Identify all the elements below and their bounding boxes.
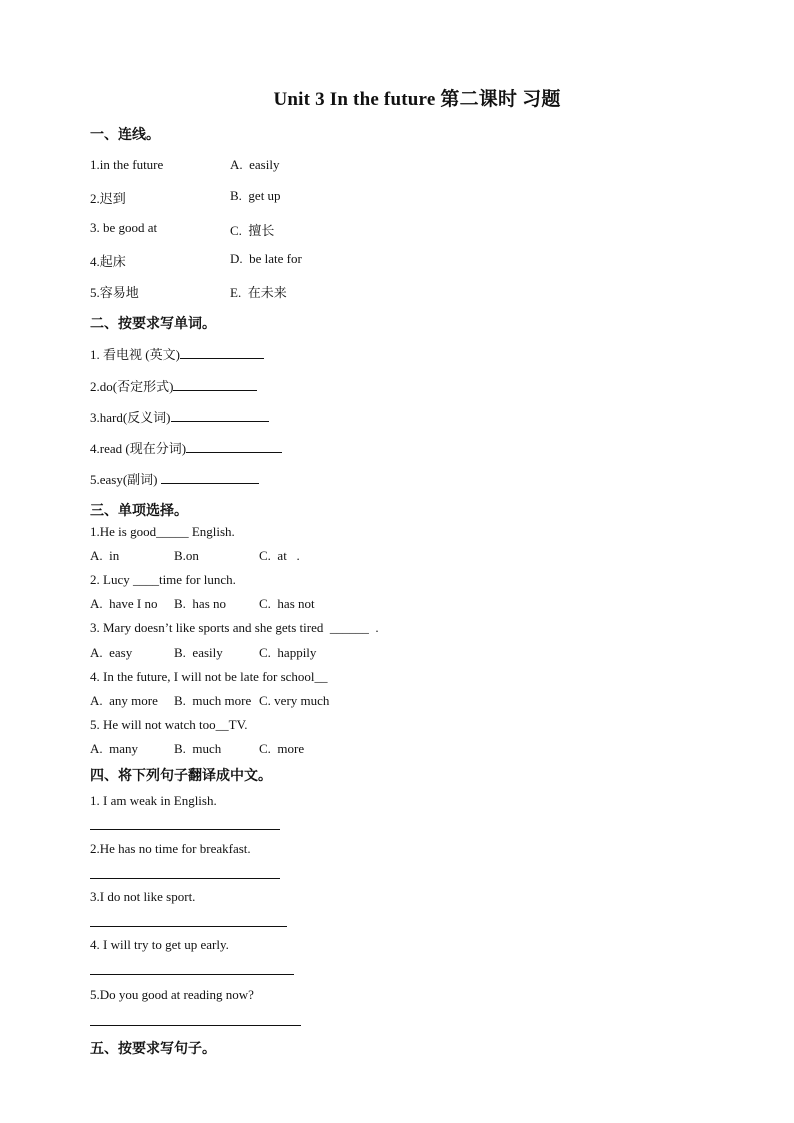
answer-line[interactable] [90,1025,301,1026]
q5-option-b[interactable]: B. much [174,741,222,756]
section-5-heading: 五、按要求写句子。 [90,1041,216,1057]
translate-item-3: 3.I do not like sport. [90,889,196,904]
match-right-3: C. 擅长 [230,223,275,238]
word-item-4-text: 4.read (现在分词) [90,441,187,456]
q1-option-a[interactable]: A. in [90,548,120,563]
q3-option-b[interactable]: B. easily [174,645,223,660]
q1-option-c[interactable]: C. at . [259,548,300,563]
section-2-heading: 二、按要求写单词。 [90,316,216,332]
q4-option-c[interactable]: C. very much [259,693,330,708]
q3-option-c[interactable]: C. happily [259,645,317,660]
word-item-5-text: 5.easy(副词) [90,472,161,487]
answer-blank[interactable] [171,409,269,422]
match-right-1: A. easily [230,157,280,172]
word-item-1 [90,344,264,363]
answer-blank[interactable] [180,346,264,359]
answer-line[interactable] [90,829,280,830]
match-right-2: B. get up [230,188,281,203]
word-item-1-text: 1. 看电视 (英文) [90,347,180,362]
q5-option-c[interactable]: C. more [259,741,305,756]
match-left-2: 2.迟到 [90,191,126,206]
section-3-heading: 三、单项选择。 [90,503,188,519]
q1-option-b[interactable]: B.on [174,548,199,563]
match-left-1: 1.in the future [90,157,164,172]
section-4-heading: 四、将下列句子翻译成中文。 [90,768,272,784]
answer-blank[interactable] [186,440,282,453]
match-left-4: 4.起床 [90,254,126,269]
word-item-3-text: 3.hard(反义词) [90,410,171,425]
match-left-5: 5.容易地 [90,285,139,300]
question-2: 2. Lucy ____time for lunch. [90,572,236,587]
translate-item-5: 5.Do you good at reading now? [90,987,254,1002]
question-3: 3. Mary doesn’t like sports and she gets tired ______ . [90,620,379,635]
match-left-3: 3. be good at [90,220,158,235]
q4-option-b[interactable]: B. much more [174,693,252,708]
answer-line[interactable] [90,974,294,975]
q2-option-b[interactable]: B. has no [174,596,226,611]
answer-line[interactable] [90,878,280,879]
word-item-5 [90,469,259,488]
translate-item-1: 1. I am weak in English. [90,793,217,808]
match-right-5: E. 在未来 [230,285,287,300]
answer-blank[interactable] [173,378,257,391]
match-right-4: D. be late for [230,251,302,266]
question-5: 5. He will not watch too__TV. [90,717,248,732]
answer-blank[interactable] [161,471,259,484]
q4-option-a[interactable]: A. any more [90,693,158,708]
word-item-2 [90,376,257,395]
page-title: Unit 3 In the future 第二课时 习题 [273,89,561,110]
question-1: 1.He is good_____ English. [90,524,235,539]
q2-option-a[interactable]: A. have I no [90,596,158,611]
q2-option-c[interactable]: C. has not [259,596,315,611]
word-item-4 [90,438,282,457]
section-1-heading: 一、连线。 [90,127,160,143]
q3-option-a[interactable]: A. easy [90,645,133,660]
translate-item-4: 4. I will try to get up early. [90,937,229,952]
question-4: 4. In the future, I will not be late for school__ [90,669,328,684]
word-item-2-text: 2.do(否定形式) [90,379,174,394]
answer-line[interactable] [90,926,287,927]
translate-item-2: 2.He has no time for breakfast. [90,841,251,856]
q5-option-a[interactable]: A. many [90,741,139,756]
word-item-3 [90,407,269,426]
